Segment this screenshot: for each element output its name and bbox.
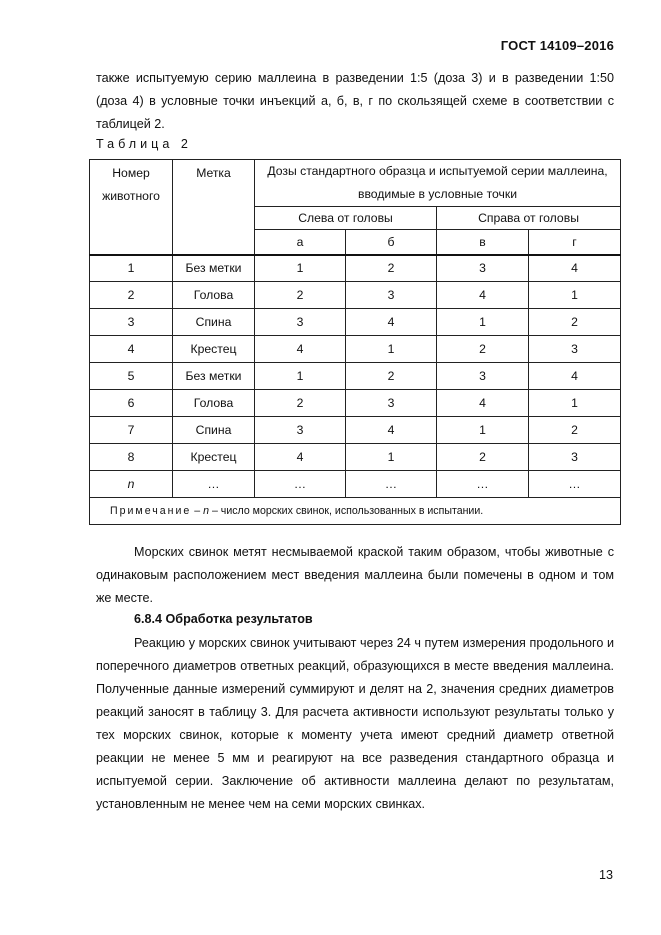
table-cell: 1 — [346, 444, 437, 471]
note-dash: – — [191, 505, 204, 517]
table-cell: 2 — [90, 282, 173, 309]
header-left-of-head: Слева от головы — [255, 207, 437, 230]
table-cell: 4 — [529, 255, 621, 282]
section-number: 6.8.4 — [134, 612, 163, 626]
table-cell: 1 — [437, 309, 529, 336]
table-cell: 1 — [529, 390, 621, 417]
table-row — [90, 336, 621, 363]
table-cell: 3 — [90, 309, 173, 336]
table-cell: 4 — [437, 282, 529, 309]
header-point-a: а — [255, 230, 346, 255]
document-header: ГОСТ 14109–2016 — [500, 38, 614, 53]
table-note — [90, 498, 621, 525]
table-cell: 2 — [437, 444, 529, 471]
header-point-b: б — [346, 230, 437, 255]
header-mark: Метка — [173, 160, 255, 255]
table-cell: 4 — [90, 336, 173, 363]
header-right-of-head: Справа от головы — [437, 207, 621, 230]
table-cell: 3 — [437, 363, 529, 390]
marking-paragraph: Морских свинок метят несмываемой краской таким образом, чтобы животные с одинаковым расположением мест введения маллеина были помечены в одном и том же месте. — [96, 545, 614, 605]
header-animal-number: Номер животного — [90, 160, 173, 255]
table-cell: 4 — [346, 417, 437, 444]
table-cell: 2 — [346, 255, 437, 282]
table-cell: 4 — [255, 336, 346, 363]
header-point-v: в — [437, 230, 529, 255]
table-row — [90, 390, 621, 417]
table-cell: … — [437, 471, 529, 498]
table-cell: 3 — [255, 309, 346, 336]
table-cell: 1 — [346, 336, 437, 363]
table-cell: 8 — [90, 444, 173, 471]
section-title: Обработка результатов — [165, 612, 313, 626]
table-cell: 3 — [255, 417, 346, 444]
table-cell: Крестец — [173, 444, 255, 471]
intro-paragraph: также испытуемую серию маллеина в разведении 1:5 (доза 3) и в разведении 1:50 (доза 4) в условные точки инъекций а, б, в, г по скользящей схеме в соответствии с таблицей 2. — [96, 71, 614, 131]
table-cell: 2 — [255, 282, 346, 309]
table-cell: 2 — [529, 309, 621, 336]
table-row — [90, 417, 621, 444]
table-cell: 1 — [90, 255, 173, 282]
table-cell: 2 — [255, 390, 346, 417]
table-cell: 7 — [90, 417, 173, 444]
table-cell: … — [173, 471, 255, 498]
table-cell: … — [255, 471, 346, 498]
table-row — [90, 309, 621, 336]
dose-table — [89, 159, 621, 525]
table-cell: 2 — [529, 417, 621, 444]
table-cell: Без метки — [173, 363, 255, 390]
table-cell: Спина — [173, 309, 255, 336]
results-paragraph: Реакцию у морских свинок учитывают через 24 ч путем измерения продольного и поперечного диаметров ответных реакций, образующихся в месте введения маллеина. Полученные данные измерений суммируют и делят на 2, значения средних диаметров реакций заносят в таблицу 3. Для расчета активности используют результаты только у тех морских свинок, которые к моменту учета имеют средний диаметр ответной реакции не менее 5 мм и реагируют на все разведения стандартного образца и испытуемой серии. Заключение об активности маллеина делают по результатам, установленным не менее чем на семи морских свинках. — [96, 636, 614, 811]
table-cell: 3 — [346, 390, 437, 417]
table-cell: 2 — [346, 363, 437, 390]
table-cell: 4 — [255, 444, 346, 471]
section-heading — [134, 612, 313, 626]
table-cell: 1 — [529, 282, 621, 309]
table-cell: 3 — [529, 336, 621, 363]
table-cell: 4 — [346, 309, 437, 336]
table-row — [90, 282, 621, 309]
table-row — [90, 255, 621, 282]
header-doses: Дозы стандартного образца и испытуемой серии маллеина, вводимые в условные точки — [255, 160, 621, 207]
note-label: Примечание — [110, 505, 192, 517]
table-cell: 1 — [437, 417, 529, 444]
table-cell: n — [90, 471, 173, 498]
table-row — [90, 444, 621, 471]
table-cell: … — [346, 471, 437, 498]
table-cell: Спина — [173, 417, 255, 444]
table-cell: 3 — [437, 255, 529, 282]
table-cell: 4 — [437, 390, 529, 417]
header-point-g: г — [529, 230, 621, 255]
table-cell: Голова — [173, 390, 255, 417]
table-cell: 4 — [529, 363, 621, 390]
note-text: – число морских свинок, использованных в испытании. — [209, 505, 484, 517]
page-number: 13 — [599, 868, 614, 882]
table-cell: 3 — [529, 444, 621, 471]
table-cell: 5 — [90, 363, 173, 390]
table-cell: Крестец — [173, 336, 255, 363]
table-cell: … — [529, 471, 621, 498]
table-row — [90, 471, 621, 498]
table-cell: 1 — [255, 255, 346, 282]
table-row — [90, 363, 621, 390]
table-caption: Таблица 2 — [96, 137, 192, 151]
table-cell: 6 — [90, 390, 173, 417]
table-cell: Голова — [173, 282, 255, 309]
table-cell: Без метки — [173, 255, 255, 282]
table-cell: 1 — [255, 363, 346, 390]
table-cell: 3 — [346, 282, 437, 309]
note-variable: n — [203, 505, 210, 517]
table-cell: 2 — [437, 336, 529, 363]
